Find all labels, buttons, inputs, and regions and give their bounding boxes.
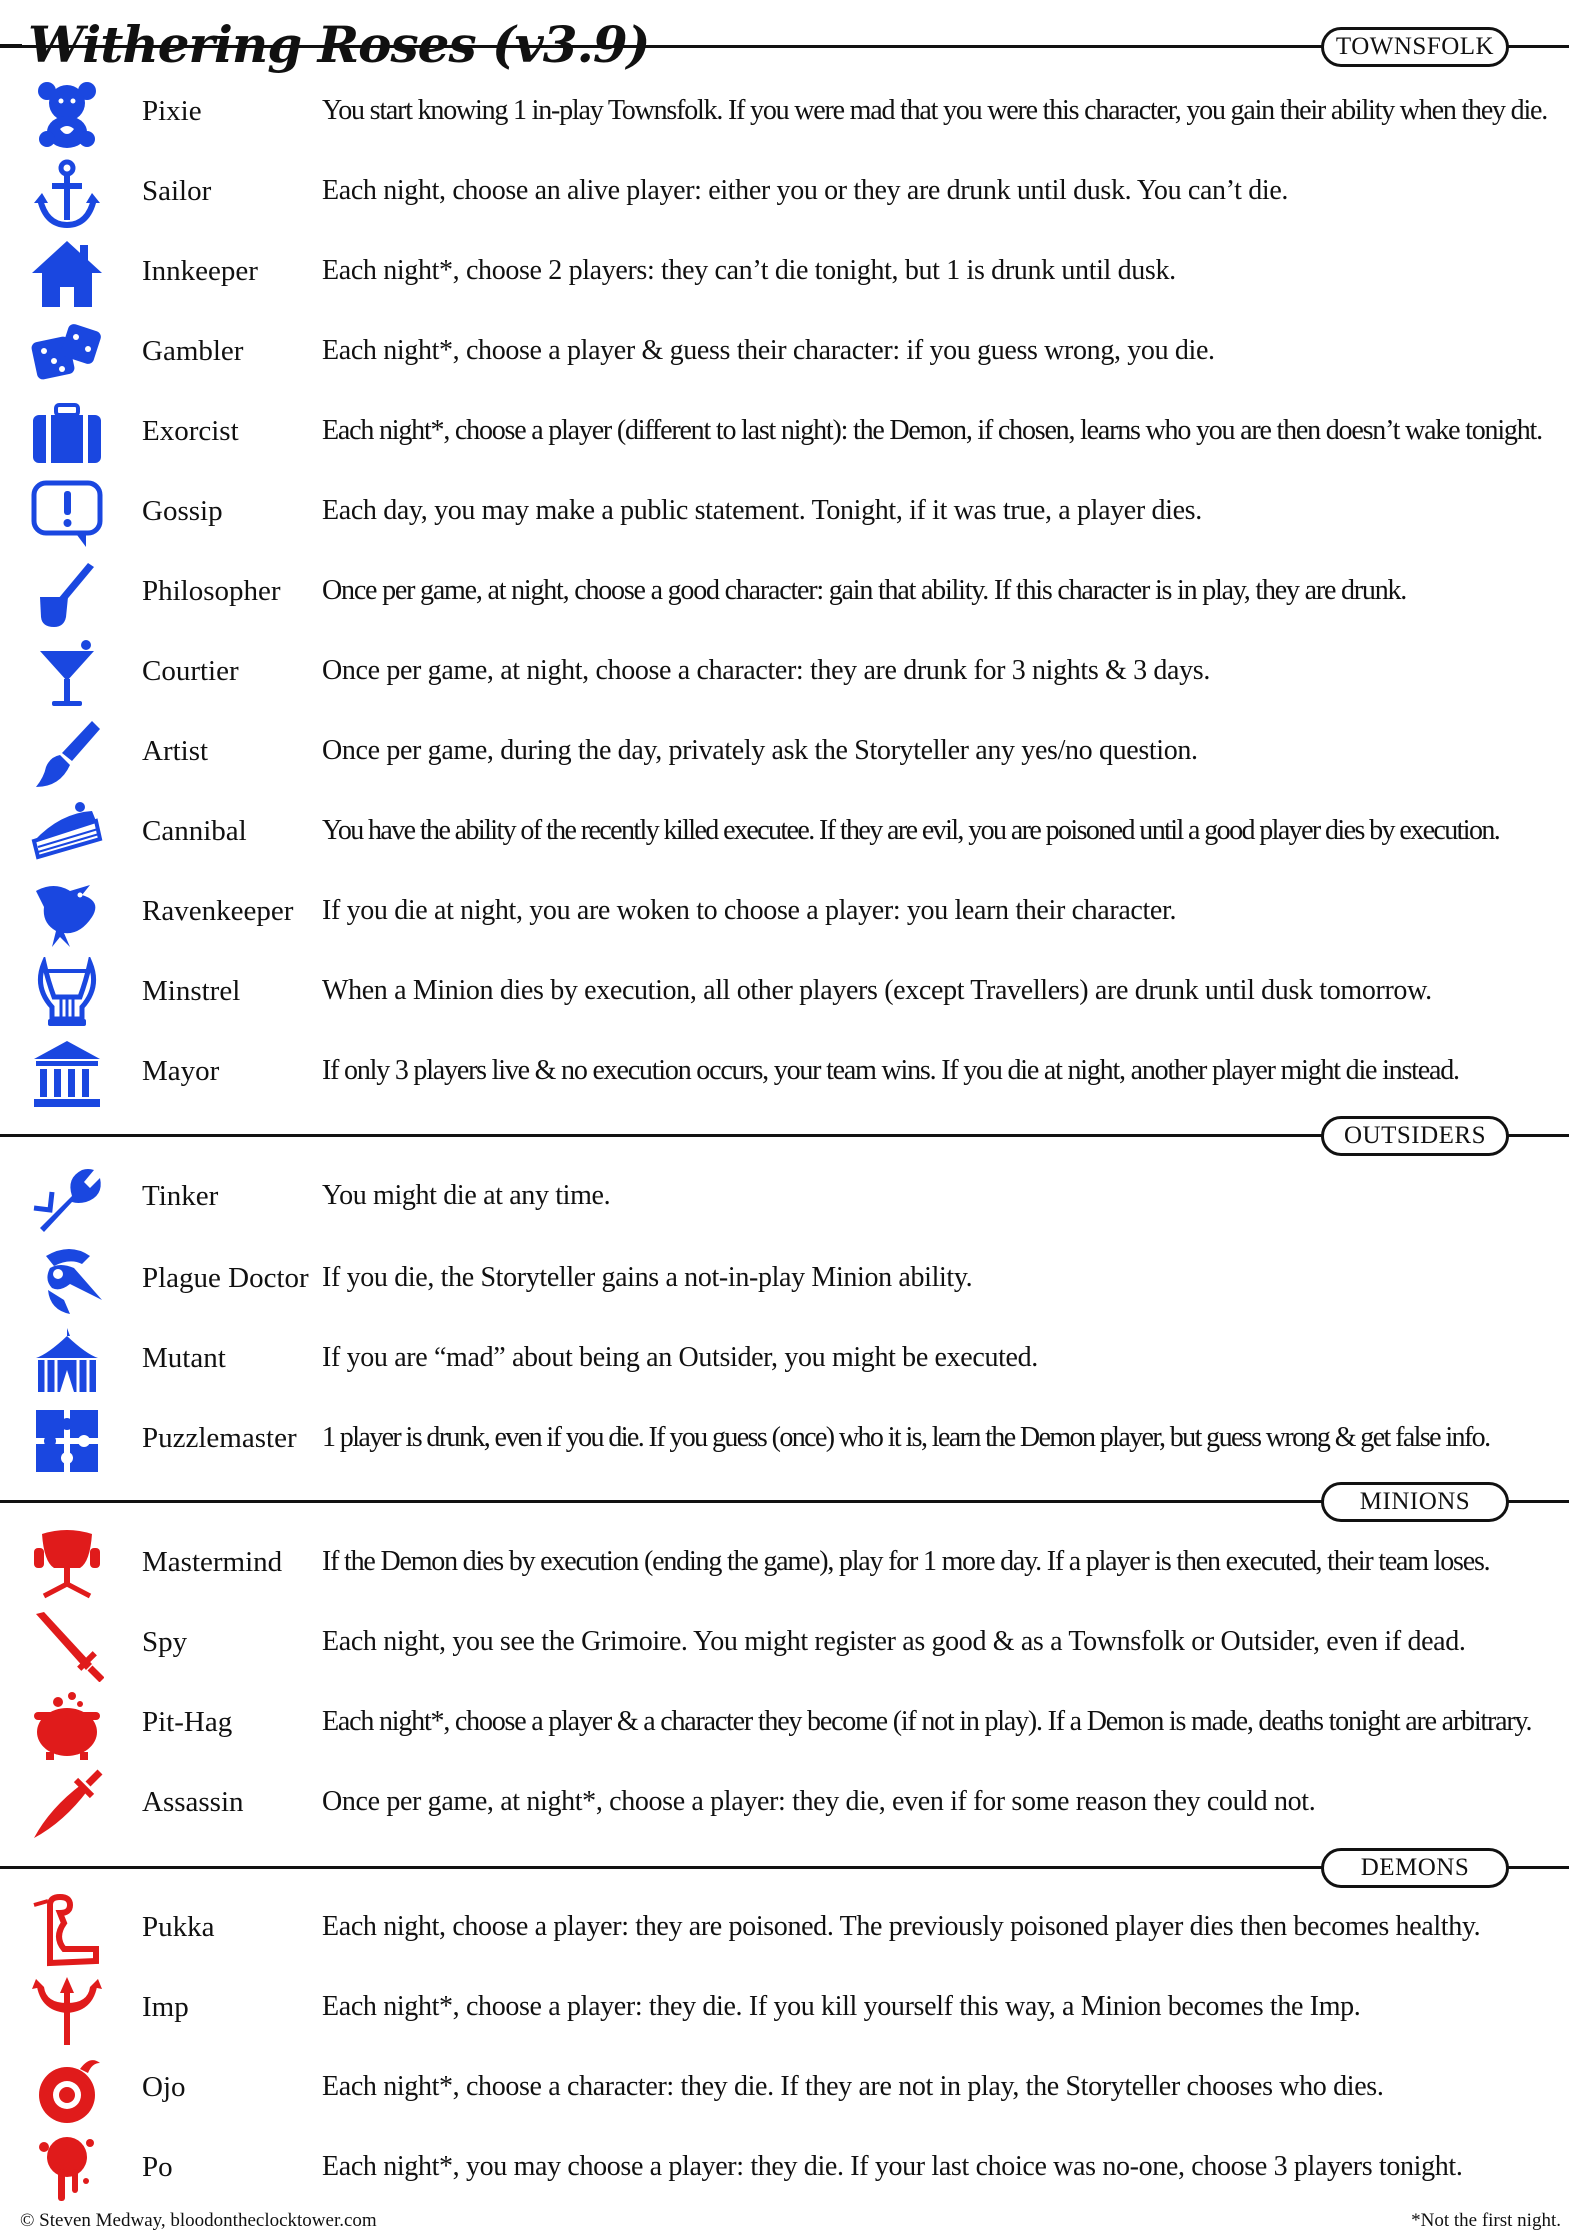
speech-bubble-icon [30, 477, 104, 551]
character-name: Imp [142, 1991, 189, 2023]
character-name: Po [142, 2151, 173, 2183]
character-ability: If you die at night, you are woken to choose a player: you learn their character. [322, 895, 1177, 926]
character-ability: If you die, the Storyteller gains a not-in-play Minion ability. [322, 1262, 973, 1293]
dice-icon [30, 317, 104, 391]
character-name: Ravenkeeper [142, 895, 294, 927]
character-ability: Each night*, choose a player & guess their character: if you guess wrong, you die. [322, 335, 1215, 366]
copyright-note: © Steven Medway, bloodontheclocktower.com [20, 2210, 377, 2231]
character-row-mutant [0, 1318, 1569, 1398]
eye-icon [30, 2053, 104, 2127]
character-row-courtier [0, 631, 1569, 711]
character-ability: You start knowing 1 in-play Townsfolk. If you were mad that you were this character, you gain their ability when they die. [322, 95, 1548, 126]
character-name: Mayor [142, 1055, 220, 1087]
section-label-demons: DEMONS [1321, 1848, 1509, 1888]
pie-slice-icon [30, 797, 104, 871]
character-ability: Each night, choose a player: they are poisoned. The previously poisoned player dies then becomes healthy. [322, 1911, 1481, 1942]
character-row-gambler [0, 311, 1569, 391]
character-ability: You have the ability of the recently killed executee. If they are evil, you are poisoned until a good player dies by execution. [322, 815, 1500, 846]
section-label-townsfolk: TOWNSFOLK [1321, 27, 1509, 67]
character-name: Pukka [142, 1911, 215, 1943]
character-row-assassin [0, 1762, 1569, 1842]
blood-drop-icon [30, 2133, 104, 2207]
character-ability: You might die at any time. [322, 1180, 611, 1211]
page-title: Withering Roses (v3.9) [28, 15, 650, 74]
character-ability: Each night*, choose 2 players: they can’t die tonight, but 1 is drunk until dusk. [322, 255, 1176, 286]
suitcase-icon [30, 397, 104, 471]
lyre-icon [30, 957, 104, 1031]
character-row-puzzlemaster [0, 1398, 1569, 1478]
character-row-innkeeper [0, 231, 1569, 311]
character-name: Sailor [142, 175, 212, 207]
character-row-plague-doctor [0, 1238, 1569, 1318]
serpent-icon [30, 1893, 104, 1967]
character-name: Minstrel [142, 975, 241, 1007]
character-ability: Each day, you may make a public statement. Tonight, if it was true, a player dies. [322, 495, 1202, 526]
character-name: Exorcist [142, 415, 239, 447]
character-name: Gambler [142, 335, 244, 367]
character-name: Tinker [142, 1180, 219, 1212]
circus-tent-icon [30, 1324, 104, 1398]
character-name: Ojo [142, 2071, 186, 2103]
character-name: Cannibal [142, 815, 247, 847]
dagger-icon [30, 1768, 104, 1842]
character-row-gossip [0, 471, 1569, 551]
house-icon [30, 237, 104, 311]
trident-icon [30, 1973, 104, 2047]
character-row-ojo [0, 2047, 1569, 2127]
character-ability: If the Demon dies by execution (ending the game), play for 1 more day. If a player is then executed, their team loses. [322, 1546, 1490, 1577]
wrench-icon [30, 1162, 104, 1236]
character-name: Assassin [142, 1786, 244, 1818]
character-name: Courtier [142, 655, 239, 687]
character-ability: If only 3 players live & no execution occurs, your team wins. If you die at night, another player might die instead. [322, 1055, 1459, 1086]
character-name: Spy [142, 1626, 188, 1658]
character-ability: 1 player is drunk, even if you die. If you guess (once) who it is, learn the Demon player, but guess wrong & get false info. [322, 1422, 1490, 1453]
character-ability: Each night*, choose a player (different to last night): the Demon, if chosen, learns who you are then doesn’t wake tonight. [322, 415, 1542, 446]
character-ability: When a Minion dies by execution, all other players (except Travellers) are drunk until dusk tomorrow. [322, 975, 1432, 1006]
character-row-mastermind [0, 1522, 1569, 1602]
town-hall-icon [30, 1037, 104, 1111]
section-label-minions: MINIONS [1321, 1482, 1509, 1522]
character-ability: Each night*, choose a player & a character they become (if not in play). If a Demon is made, deaths tonight are arbitrary. [322, 1706, 1532, 1737]
cocktail-glass-icon [30, 637, 104, 711]
character-name: Puzzlemaster [142, 1422, 297, 1454]
section-label-outsiders: OUTSIDERS [1321, 1116, 1509, 1156]
character-row-cannibal [0, 791, 1569, 871]
character-row-tinker [0, 1156, 1569, 1236]
character-ability: Once per game, at night, choose a good character: gain that ability. If this character is in play, they are drunk. [322, 575, 1407, 606]
raven-icon [30, 877, 104, 951]
character-ability: Once per game, at night, choose a character: they are drunk for 3 nights & 3 days. [322, 655, 1210, 686]
character-ability: If you are “mad” about being an Outsider, you might be executed. [322, 1342, 1038, 1373]
character-ability: Each night*, choose a player: they die. If you kill yourself this way, a Minion becomes the Imp. [322, 1991, 1361, 2022]
character-row-mayor [0, 1031, 1569, 1111]
character-name: Pixie [142, 95, 202, 127]
first-night-note: *Not the first night. [1411, 2210, 1561, 2231]
character-name: Innkeeper [142, 255, 258, 287]
character-name: Plague Doctor [142, 1262, 309, 1294]
pipe-icon [30, 557, 104, 631]
character-ability: Once per game, during the day, privately ask the Storyteller any yes/no question. [322, 735, 1198, 766]
character-ability: Each night*, choose a character: they die. If they are not in play, the Storyteller chooses who dies. [322, 2071, 1384, 2102]
anchor-icon [30, 157, 104, 231]
plague-mask-icon [30, 1244, 104, 1318]
character-row-spy [0, 1602, 1569, 1682]
character-name: Gossip [142, 495, 223, 527]
puzzle-pieces-icon [30, 1404, 104, 1478]
character-row-pit-hag [0, 1682, 1569, 1762]
character-row-po [0, 2127, 1569, 2207]
character-name: Mastermind [142, 1546, 283, 1578]
character-row-pukka [0, 1887, 1569, 1967]
sword-icon [30, 1608, 104, 1682]
character-ability: Each night, you see the Grimoire. You might register as good & as a Townsfolk or Outsider, even if dead. [322, 1626, 1466, 1657]
character-ability: Each night, choose an alive player: either you or they are drunk until dusk. You can’t die. [322, 175, 1289, 206]
paintbrush-icon [30, 717, 104, 791]
character-row-sailor [0, 151, 1569, 231]
character-row-imp [0, 1967, 1569, 2047]
teddy-bear-icon [30, 77, 104, 151]
character-row-minstrel [0, 951, 1569, 1031]
character-row-artist [0, 711, 1569, 791]
character-name: Mutant [142, 1342, 226, 1374]
character-name: Pit-Hag [142, 1706, 233, 1738]
character-ability: Once per game, at night*, choose a player: they die, even if for some reason they could not. [322, 1786, 1316, 1817]
character-row-ravenkeeper [0, 871, 1569, 951]
character-row-philosopher [0, 551, 1569, 631]
character-name: Artist [142, 735, 209, 767]
character-row-exorcist [0, 391, 1569, 471]
chair-icon [30, 1528, 104, 1602]
character-ability: Each night*, you may choose a player: they die. If your last choice was no-one, choose 3 players tonight. [322, 2151, 1463, 2182]
character-name: Philosopher [142, 575, 281, 607]
cauldron-icon [30, 1688, 104, 1762]
